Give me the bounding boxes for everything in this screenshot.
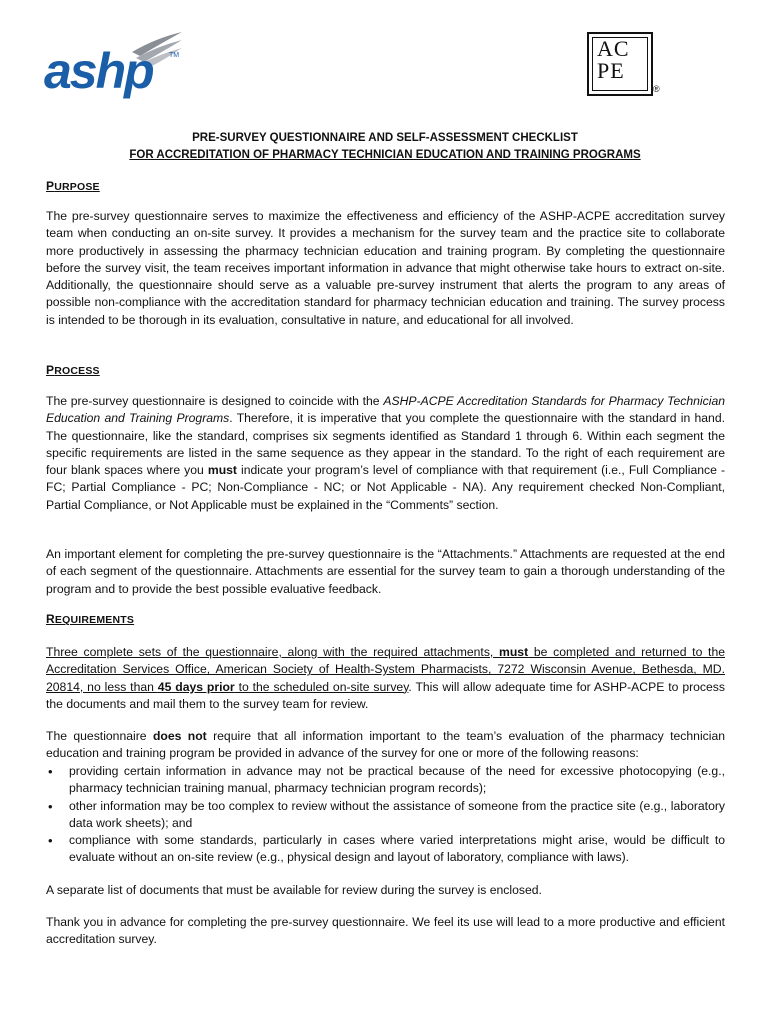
list-item: • other information may be too complex to review without the assistance of someone from the practice site (e.g., laboratory data work sheets); and <box>46 798 725 833</box>
requirements-paragraph-3: A separate list of documents that must be available for review during the survey is enclosed. <box>46 883 542 897</box>
ashp-logo <box>44 30 184 106</box>
process-heading: PROCESS <box>46 363 100 377</box>
acpe-line-1: AC <box>597 36 630 61</box>
document-title-line-2: FOR ACCREDITATION OF PHARMACY TECHNICIAN EDUCATION AND TRAINING PROGRAMS <box>129 149 641 161</box>
ashp-logo-text: ashp <box>44 43 153 99</box>
acpe-logo-frame <box>587 32 653 96</box>
purpose-paragraph: The pre-survey questionnaire serves to maximize the effectiveness and efficiency of the ASHP-ACPE accreditation survey team when conducting an on-site survey. It provides a mechanism for the survey team and the practice site to collaborate more productively in assessing the pharmacy technician education and training program. By completing the questionnaire before the survey visit, the team receives important information in advance that might otherwise take hours to extract on-site. Additionally, the questionnaire should serve as a valuable pre-survey instrument that alerts the program to any areas of possible non-compliance with the accreditation standard for pharmacy technician education and training. The survey process is intended to be thorough in its evaluation, consultative in nature, and educational for all involved. <box>46 209 725 327</box>
process-paragraph-2: An important element for completing the pre-survey questionnaire is the “Attachments.” Attachments are requested at the end of each segment of the questionnaire. Attachments are essential for the survey team to gain a thorough understanding of the program and to provide the best possible evaluative feedback. <box>46 547 725 596</box>
requirements-heading: REQUIREMENTS <box>46 612 135 626</box>
acpe-logo-text <box>597 38 630 82</box>
reasons-list <box>46 763 725 867</box>
list-item: • compliance with some standards, particularly in cases where varied interpretations might arise, would be difficult to evaluate without an on-site review (e.g., physical design and layout of laboratory, compliance with laws). <box>46 832 725 867</box>
acpe-logo <box>587 32 669 100</box>
purpose-heading: PURPOSE <box>46 179 100 193</box>
process-paragraph-1: The pre-survey questionnaire is designed to coincide with the ASHP-ACPE Accreditation Standards for Pharmacy Technician Education and Training Programs. Therefore, it is imperative that you complete the questionnaire with the standard in hand. The questionnaire, like the standard, comprises six segments identified as Standard 1 through 6. Within each segment the specific requirements are listed in the same sequence as they appear in the standard. To the right of each requirement are four blank spaces where you must indicate your program’s level of compliance with that requirement (i.e., Full Compliance - FC; Partial Compliance - PC; Non-Compliance - NC; or Not Applicable - NA). Any requirement checked Non-Compliant, Partial Compliance, or Not Applicable must be explained in the “Comments” section. <box>46 394 726 512</box>
registered-mark: ® <box>653 84 660 94</box>
closing-paragraph: Thank you in advance for completing the pre-survey questionnaire. We feel its use will lead to a more productive and efficient accreditation survey. <box>46 915 725 947</box>
acpe-line-2: PE <box>597 58 625 83</box>
requirements-paragraph-2: The questionnaire does not require that all information important to the team’s evaluation of the pharmacy technician education and training program be provided in advance of the survey for one or more of the following reasons: <box>46 729 726 761</box>
ashp-trademark: TM <box>169 52 180 59</box>
document-title-line-1: PRE-SURVEY QUESTIONNAIRE AND SELF-ASSESSMENT CHECKLIST <box>192 132 578 144</box>
requirements-paragraph-1: Three complete sets of the questionnaire, along with the required attachments, must be completed and returned to the Accreditation Services Office, American Society of Health-System Pharmacists, 7272 Wisconsin Avenue, Bethesda, MD. 20814, no less than 45 days prior to the scheduled on-site survey. This will allow adequate time for ASHP-ACPE to process the documents and mail them to the survey team for review. <box>46 645 725 711</box>
list-item: • providing certain information in advance may not be practical because of the need for excessive photocopying (e.g., pharmacy technician training manual, pharmacy technician program records); <box>46 763 725 798</box>
